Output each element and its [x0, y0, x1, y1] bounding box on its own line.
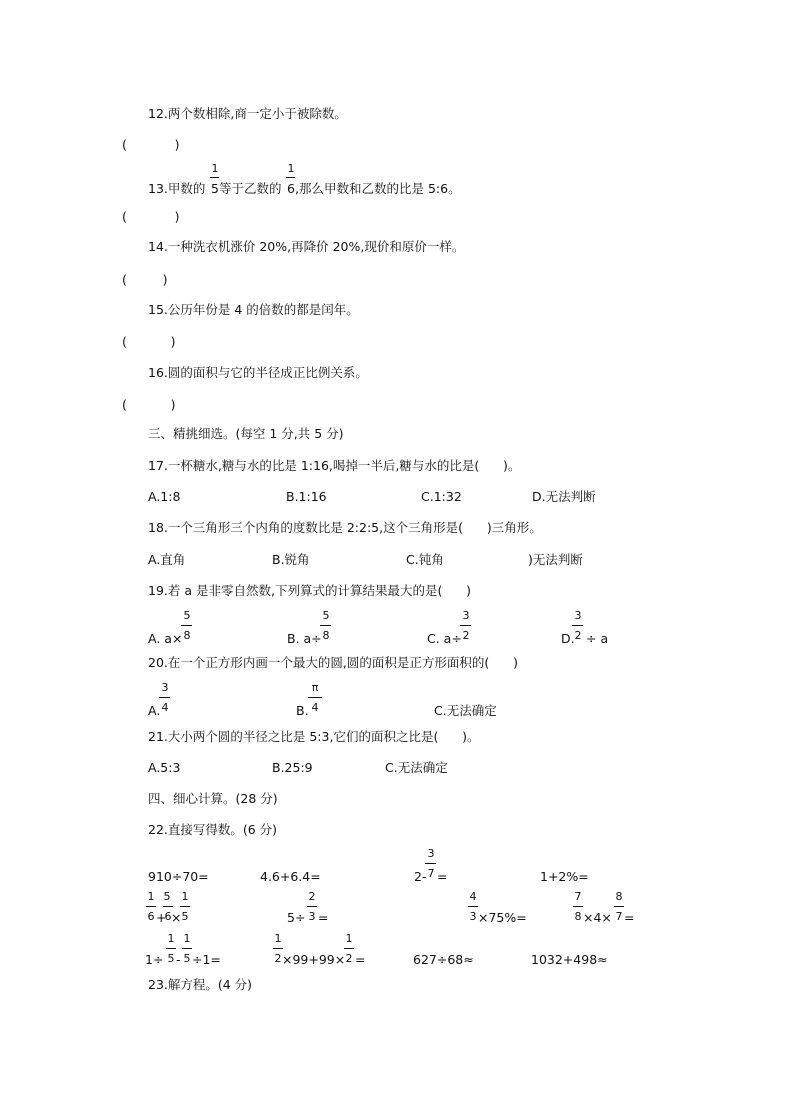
- fraction-numerator: 4: [469, 890, 477, 903]
- fraction-denominator: 2: [462, 629, 470, 642]
- answer-paren-14: ( ): [122, 272, 168, 287]
- fraction-numerator: 1: [183, 932, 191, 945]
- fraction-numerator: 3: [462, 609, 470, 622]
- fraction-bar: [572, 625, 583, 626]
- fraction-bar: [210, 177, 219, 178]
- fraction-denominator: 8: [574, 910, 582, 923]
- q19-option-d-prefix: D.: [561, 631, 575, 646]
- fraction-bar: [425, 863, 436, 864]
- question-19: 19.若 a 是非零自然数,下列算式的计算结果最大的是( ): [148, 583, 472, 598]
- calc-r3-e3: 627÷68≈: [413, 952, 474, 967]
- calc-r3-e1-suffix: ÷1=: [192, 952, 221, 967]
- calc-r3-e4: 1032+498≈: [531, 952, 608, 967]
- fraction-denominator: 7: [427, 867, 435, 880]
- calc-r1-e3-prefix: 2-: [414, 869, 427, 884]
- q21-option-c: C.无法确定: [385, 760, 448, 775]
- calc-r3-e2-suffix: =: [355, 952, 366, 967]
- calc-r2-e4-mid: ×4×: [583, 910, 612, 925]
- q19-option-c-prefix: C. a÷: [427, 631, 462, 646]
- q20-option-c: C.无法确定: [434, 703, 497, 718]
- question-16: 16.圆的面积与它的半径成正比例关系。: [148, 365, 368, 380]
- q19-option-d-suffix: ÷ a: [586, 631, 609, 646]
- times-sign: ×: [171, 910, 182, 925]
- calc-r1-e3-suffix: =: [437, 869, 448, 884]
- fraction-numerator: π: [311, 681, 319, 694]
- fraction-bar: [308, 697, 322, 698]
- fraction-numerator: 1: [147, 890, 155, 903]
- fraction-numerator: 2: [308, 890, 316, 903]
- fraction-numerator: 5: [163, 890, 171, 903]
- question-18: 18.一个三角形三个内角的度数比是 2:2:5,这个三角形是( )三角形。: [148, 520, 542, 535]
- question-17: 17.一杯糖水,糖与水的比是 1:16,喝掉一半后,糖与水的比是( )。: [148, 458, 521, 473]
- fraction-denominator: 2: [345, 952, 353, 965]
- question-14: 14.一种洗衣机涨价 20%,再降价 20%,现价和原价一样。: [148, 239, 465, 254]
- fraction-numerator: 1: [287, 162, 295, 175]
- fraction-numerator: 1: [181, 890, 189, 903]
- fraction-denominator: 7: [615, 910, 623, 923]
- fraction-denominator: 4: [161, 701, 169, 714]
- fraction-numerator: 3: [574, 609, 582, 622]
- section-title-choice: 三、精挑细选。(每空 1 分,共 5 分): [148, 426, 344, 441]
- question-21: 21.大小两个圆的半径之比是 5:3,它们的面积之比是( )。: [148, 729, 480, 744]
- fraction-numerator: 1: [167, 932, 175, 945]
- fraction-bar: [460, 625, 471, 626]
- fraction-denominator: 8: [183, 629, 191, 642]
- fraction-bar: [286, 177, 295, 178]
- calc-r1-e4: 1+2%=: [540, 869, 589, 884]
- answer-paren-12: ( ): [122, 137, 180, 152]
- fraction-denominator: 5: [183, 952, 191, 965]
- fraction-bar: [614, 906, 624, 907]
- question-22: 22.直接写得数。(6 分): [148, 822, 278, 837]
- fraction-denominator: 6: [147, 910, 155, 923]
- fraction-bar: [163, 906, 173, 907]
- fraction-bar: [146, 906, 156, 907]
- q18-option-c: C.钝角: [406, 552, 444, 567]
- fraction-numerator: 8: [615, 890, 623, 903]
- answer-paren-13: ( ): [122, 209, 180, 224]
- question-12: 12.两个数相除,商一定小于被除数。: [148, 106, 347, 121]
- q17-option-a: A.1:8: [148, 489, 181, 504]
- plus-sign: +: [156, 910, 167, 925]
- calc-r2-e2-suffix: =: [318, 910, 329, 925]
- fraction-denominator: 5: [167, 952, 175, 965]
- fraction-numerator: 7: [574, 890, 582, 903]
- fraction-bar: [273, 948, 283, 949]
- q20-option-b-prefix: B.: [296, 703, 309, 718]
- calc-r3-e2-mid: ×99+99×: [282, 952, 346, 967]
- q18-option-b: B.锐角: [272, 552, 310, 567]
- fraction-bar: [182, 948, 192, 949]
- fraction-numerator: 5: [183, 609, 191, 622]
- answer-paren-15: ( ): [122, 334, 176, 349]
- q19-option-b-prefix: B. a÷: [287, 631, 322, 646]
- fraction-denominator: 2: [274, 952, 282, 965]
- fraction-bar: [180, 906, 190, 907]
- fraction-numerator: 5: [322, 609, 330, 622]
- q17-option-c: C.1:32: [421, 489, 462, 504]
- q17-option-d: D.无法判断: [532, 489, 596, 504]
- q21-option-a: A.5:3: [148, 760, 181, 775]
- question-15: 15.公历年份是 4 的倍数的都是闰年。: [148, 302, 359, 317]
- calc-r2-e3-suffix: ×75%=: [478, 910, 527, 925]
- fraction-bar: [307, 906, 317, 907]
- fraction-numerator: 3: [161, 681, 169, 694]
- question-23: 23.解方程。(4 分): [148, 977, 253, 992]
- calc-r2-e2-prefix: 5÷: [287, 910, 306, 925]
- calc-r1-e2: 4.6+6.4=: [260, 869, 321, 884]
- fraction-denominator: 6: [164, 910, 172, 923]
- calc-r3-e1-prefix: 1÷: [145, 952, 164, 967]
- minus-sign: -: [176, 952, 181, 967]
- fraction-denominator: 4: [311, 701, 319, 714]
- q21-option-b: B.25:9: [272, 760, 313, 775]
- fraction-denominator: 8: [322, 629, 330, 642]
- fraction-bar: [159, 697, 170, 698]
- fraction-numerator: 1: [211, 162, 219, 175]
- fraction-numerator: 1: [345, 932, 353, 945]
- question-20: 20.在一个正方形内画一个最大的圆,圆的面积是正方形面积的( ): [148, 655, 518, 670]
- question-13-part-c: ,那么甲数和乙数的比是 5:6。: [295, 181, 461, 196]
- fraction-bar: [468, 906, 478, 907]
- fraction-denominator: 2: [574, 629, 582, 642]
- q19-option-a-prefix: A. a×: [148, 631, 183, 646]
- section-title-calc: 四、细心计算。(28 分): [148, 791, 278, 806]
- q20-option-a-prefix: A.: [148, 703, 161, 718]
- answer-paren-16: ( ): [122, 397, 176, 412]
- fraction-bar: [181, 625, 192, 626]
- fraction-bar: [573, 906, 583, 907]
- fraction-denominator: 3: [308, 910, 316, 923]
- fraction-numerator: 3: [427, 847, 435, 860]
- question-13-part-b: 等于乙数的: [219, 181, 282, 196]
- fraction-numerator: 1: [274, 932, 282, 945]
- fraction-denominator: 5: [181, 910, 189, 923]
- fraction-bar: [344, 948, 354, 949]
- fraction-denominator: 5: [211, 181, 219, 196]
- fraction-bar: [320, 625, 331, 626]
- calc-r2-e4-suffix: =: [624, 910, 635, 925]
- q18-option-a: A.直角: [148, 552, 186, 567]
- calc-r1-e1: 910÷70=: [148, 869, 209, 884]
- fraction-denominator: 6: [287, 181, 295, 196]
- fraction-denominator: 3: [469, 910, 477, 923]
- q18-option-d: )无法判断: [528, 552, 583, 567]
- q17-option-b: B.1:16: [286, 489, 327, 504]
- fraction-bar: [166, 948, 176, 949]
- question-13-part-a: 13.甲数的: [148, 181, 206, 196]
